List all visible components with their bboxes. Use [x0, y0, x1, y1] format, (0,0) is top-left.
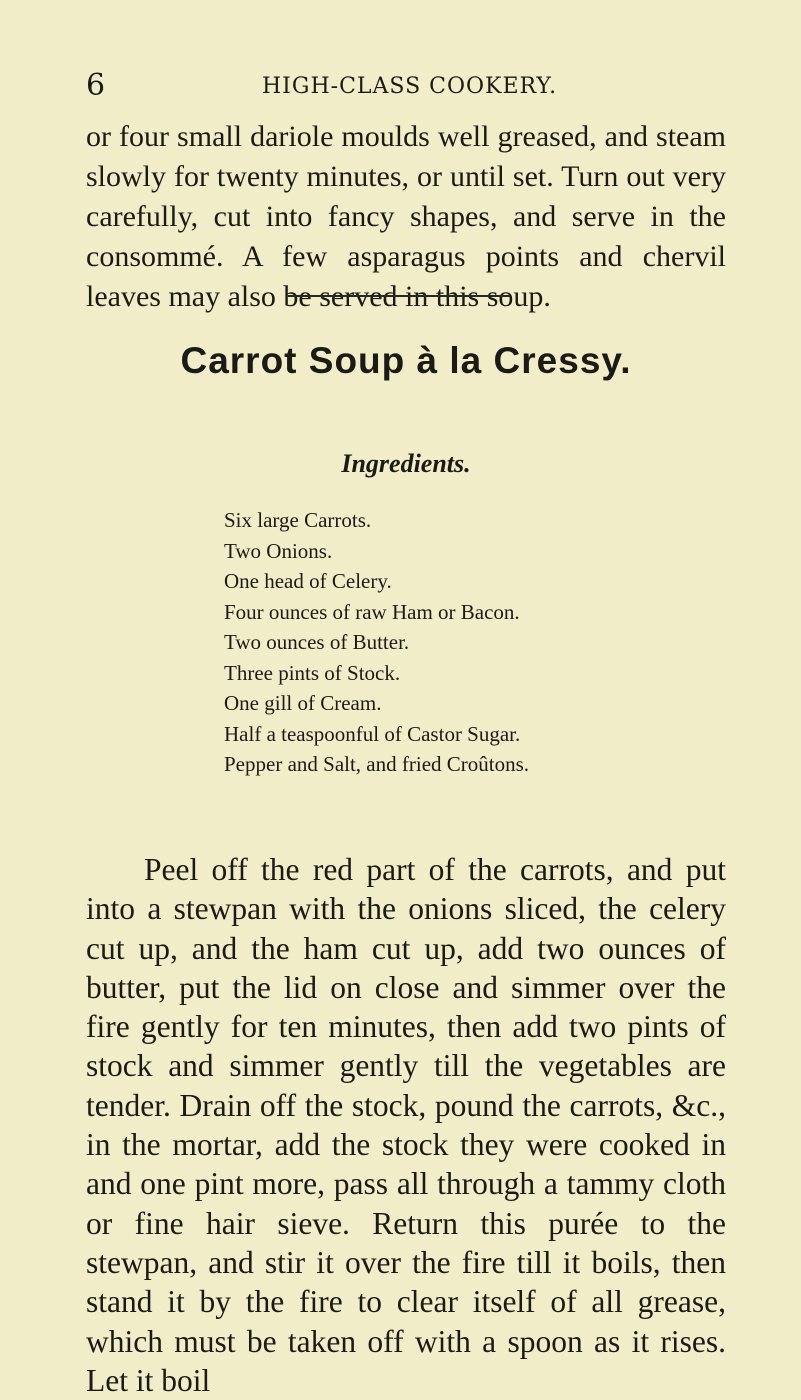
ingredient-item: Two ounces of Butter. [224, 630, 410, 654]
ingredients-heading: Ingredients. [341, 449, 471, 478]
ingredient-item: Pepper and Salt, and fried Croûtons. [224, 752, 530, 776]
continued-paragraph: or four small dariole moulds well greased, and steam slowly for twenty minutes, or until set. Turn out very carefully, cut into fancy shapes, and serve in the consommé. A few asparagus points and chervil leaves may also be served in this soup. [86, 120, 726, 313]
running-head [86, 68, 726, 104]
recipe-title: Carrot Soup à la Cressy. [180, 340, 632, 381]
ingredient-item: One head of Celery. [224, 569, 392, 593]
ingredient-item: Four ounces of raw Ham or Bacon. [224, 599, 520, 624]
method-paragraph: Peel off the red part of the carrots, and put into a stewpan with the onions sliced, the celery cut up, and the ham cut up, add two ounces of butter, put the lid on close and simmer over the fire gently for ten minutes, then add two pints of stock and simmer gently till the vegetables are tender. Drain off the stock, pound the carrots, &c., in the mortar, add the stock they were cooked in and one pint more, pass all through a tammy cloth or fine hair sieve. Return this purée to the stewpan, and stir it over the fire till it boils, then stand it by the fire to clear itself of all grease, which must be taken off with a spoon as it rises. Let it boil [86, 852, 726, 1398]
ingredient-item: One gill of Cream. [224, 691, 382, 715]
ingredients-list [224, 505, 529, 780]
section-divider [288, 295, 510, 297]
ingredient-item: Three pints of Stock. [224, 660, 401, 685]
ingredient-item: Six large Carrots. [224, 508, 372, 532]
ingredient-item: Half a teaspoonful of Castor Sugar. [224, 721, 521, 746]
running-title: HIGH-CLASS COOKERY. [262, 74, 558, 99]
ingredient-item: Two Onions. [224, 538, 333, 563]
page-number: 6 [86, 68, 106, 103]
